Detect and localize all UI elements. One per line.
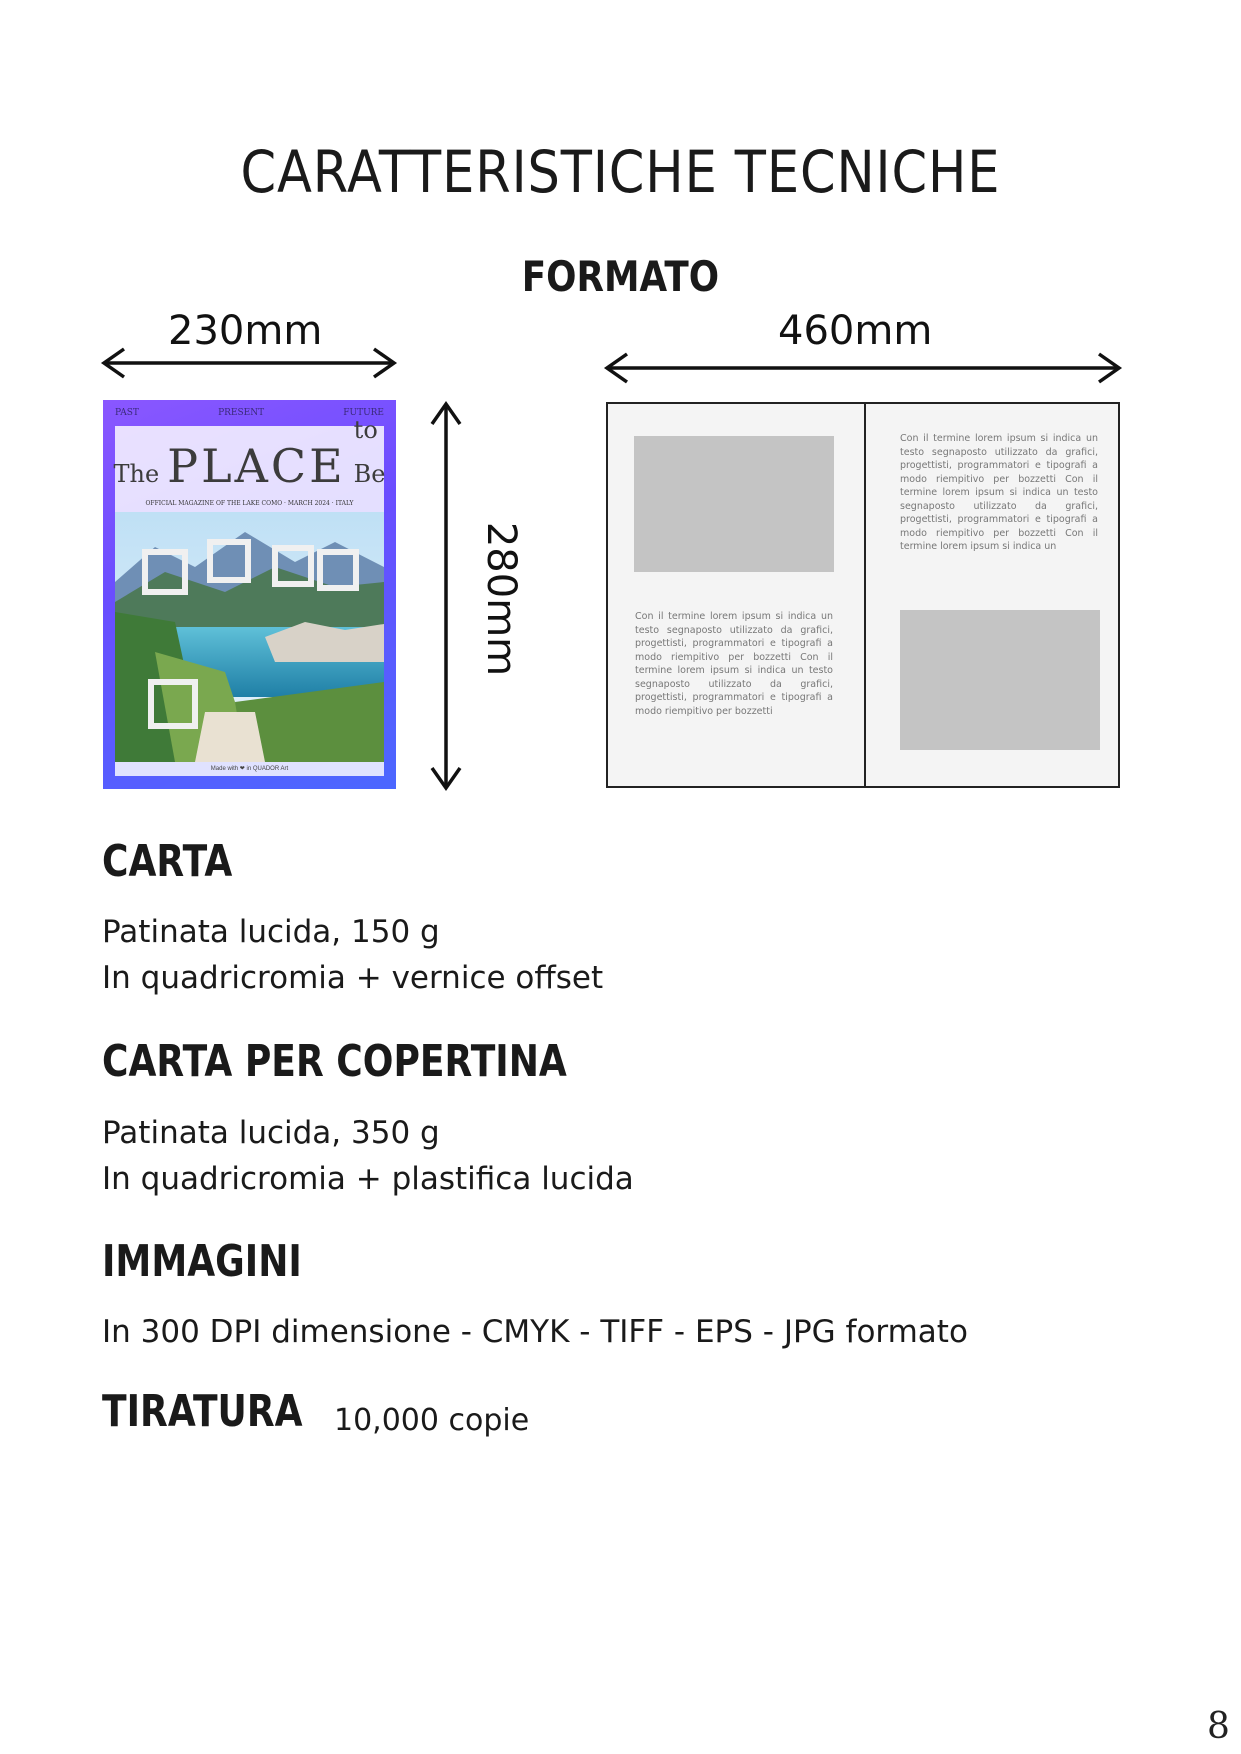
single-height-label: 280mm — [478, 521, 524, 677]
carta-line-2: In quadricromia + vernice offset — [102, 960, 604, 996]
page-number: 8 — [1207, 1706, 1230, 1747]
copertina-line-1: Patinata lucida, 350 g — [102, 1115, 440, 1151]
spread-width-label: 460mm — [778, 308, 933, 354]
single-width-label: 230mm — [168, 308, 323, 354]
width-arrow-single — [100, 345, 400, 381]
copertina-line-2: In quadricromia + plastifica lucida — [102, 1161, 634, 1197]
spread-mockup — [606, 402, 1120, 788]
cover-tobe: to Be — [353, 416, 386, 488]
image-placeholder-right — [900, 610, 1100, 750]
cover-strapline: OFFICIAL MAGAZINE OF THE LAKE COMO · MARCH 2024 · ITALY — [115, 496, 384, 512]
image-placeholder-left — [634, 436, 834, 572]
height-arrow — [428, 400, 464, 792]
carta-line-1: Patinata lucida, 150 g — [102, 914, 440, 950]
tiratura-heading: TIRATURA — [102, 1386, 303, 1437]
cover-masthead — [113, 416, 386, 496]
copertina-heading: CARTA PER COPERTINA — [102, 1036, 567, 1087]
spread-right-text: Con il termine lorem ipsum si indica un testo segnaposto utilizzato da grafici, progettisti, programmatori e tipografi a modo riempitivo per bozzetti Con il termine lorem ipsum si indica un testo segnaposto utilizzato da grafici, progettisti, programmatori e tipografi a modo riempitivo per bozzetti Con il termine lorem ipsum si indica un — [900, 433, 1098, 552]
cover-future: FUTURE — [343, 408, 384, 418]
spread-left-text: Con il termine lorem ipsum si indica un testo segnaposto utilizzato da grafici, progettisti, programmatori e tipografi a modo riempitivo per bozzetti Con il termine lorem ipsum si indica un testo segnaposto utilizzato da grafici, progettisti, programmatori e tipografi a modo riempitivo per bozzetti — [635, 611, 833, 717]
lake-landscape-illustration — [115, 512, 384, 762]
tiratura-value: 10,000 copie — [334, 1403, 530, 1438]
width-arrow-spread — [603, 350, 1123, 386]
cover-past: PAST — [115, 408, 139, 418]
immagini-heading: IMMAGINI — [102, 1236, 302, 1287]
cover-place: PLACE — [167, 439, 346, 493]
magazine-cover-image — [103, 400, 396, 789]
immagini-line-1: In 300 DPI dimensione - CMYK - TIFF - EPS - JPG formato — [102, 1314, 968, 1350]
format-heading: FORMATO — [521, 252, 720, 301]
cover-present: PRESENT — [218, 408, 265, 418]
spread-fold-line — [864, 404, 866, 786]
page-title: CARATTERISTICHE TECNICHE — [240, 138, 1001, 206]
cover-footer: Made with ❤ in QUADOR Art — [115, 762, 384, 776]
carta-heading: CARTA — [102, 836, 233, 887]
cover-the: The — [113, 460, 160, 488]
